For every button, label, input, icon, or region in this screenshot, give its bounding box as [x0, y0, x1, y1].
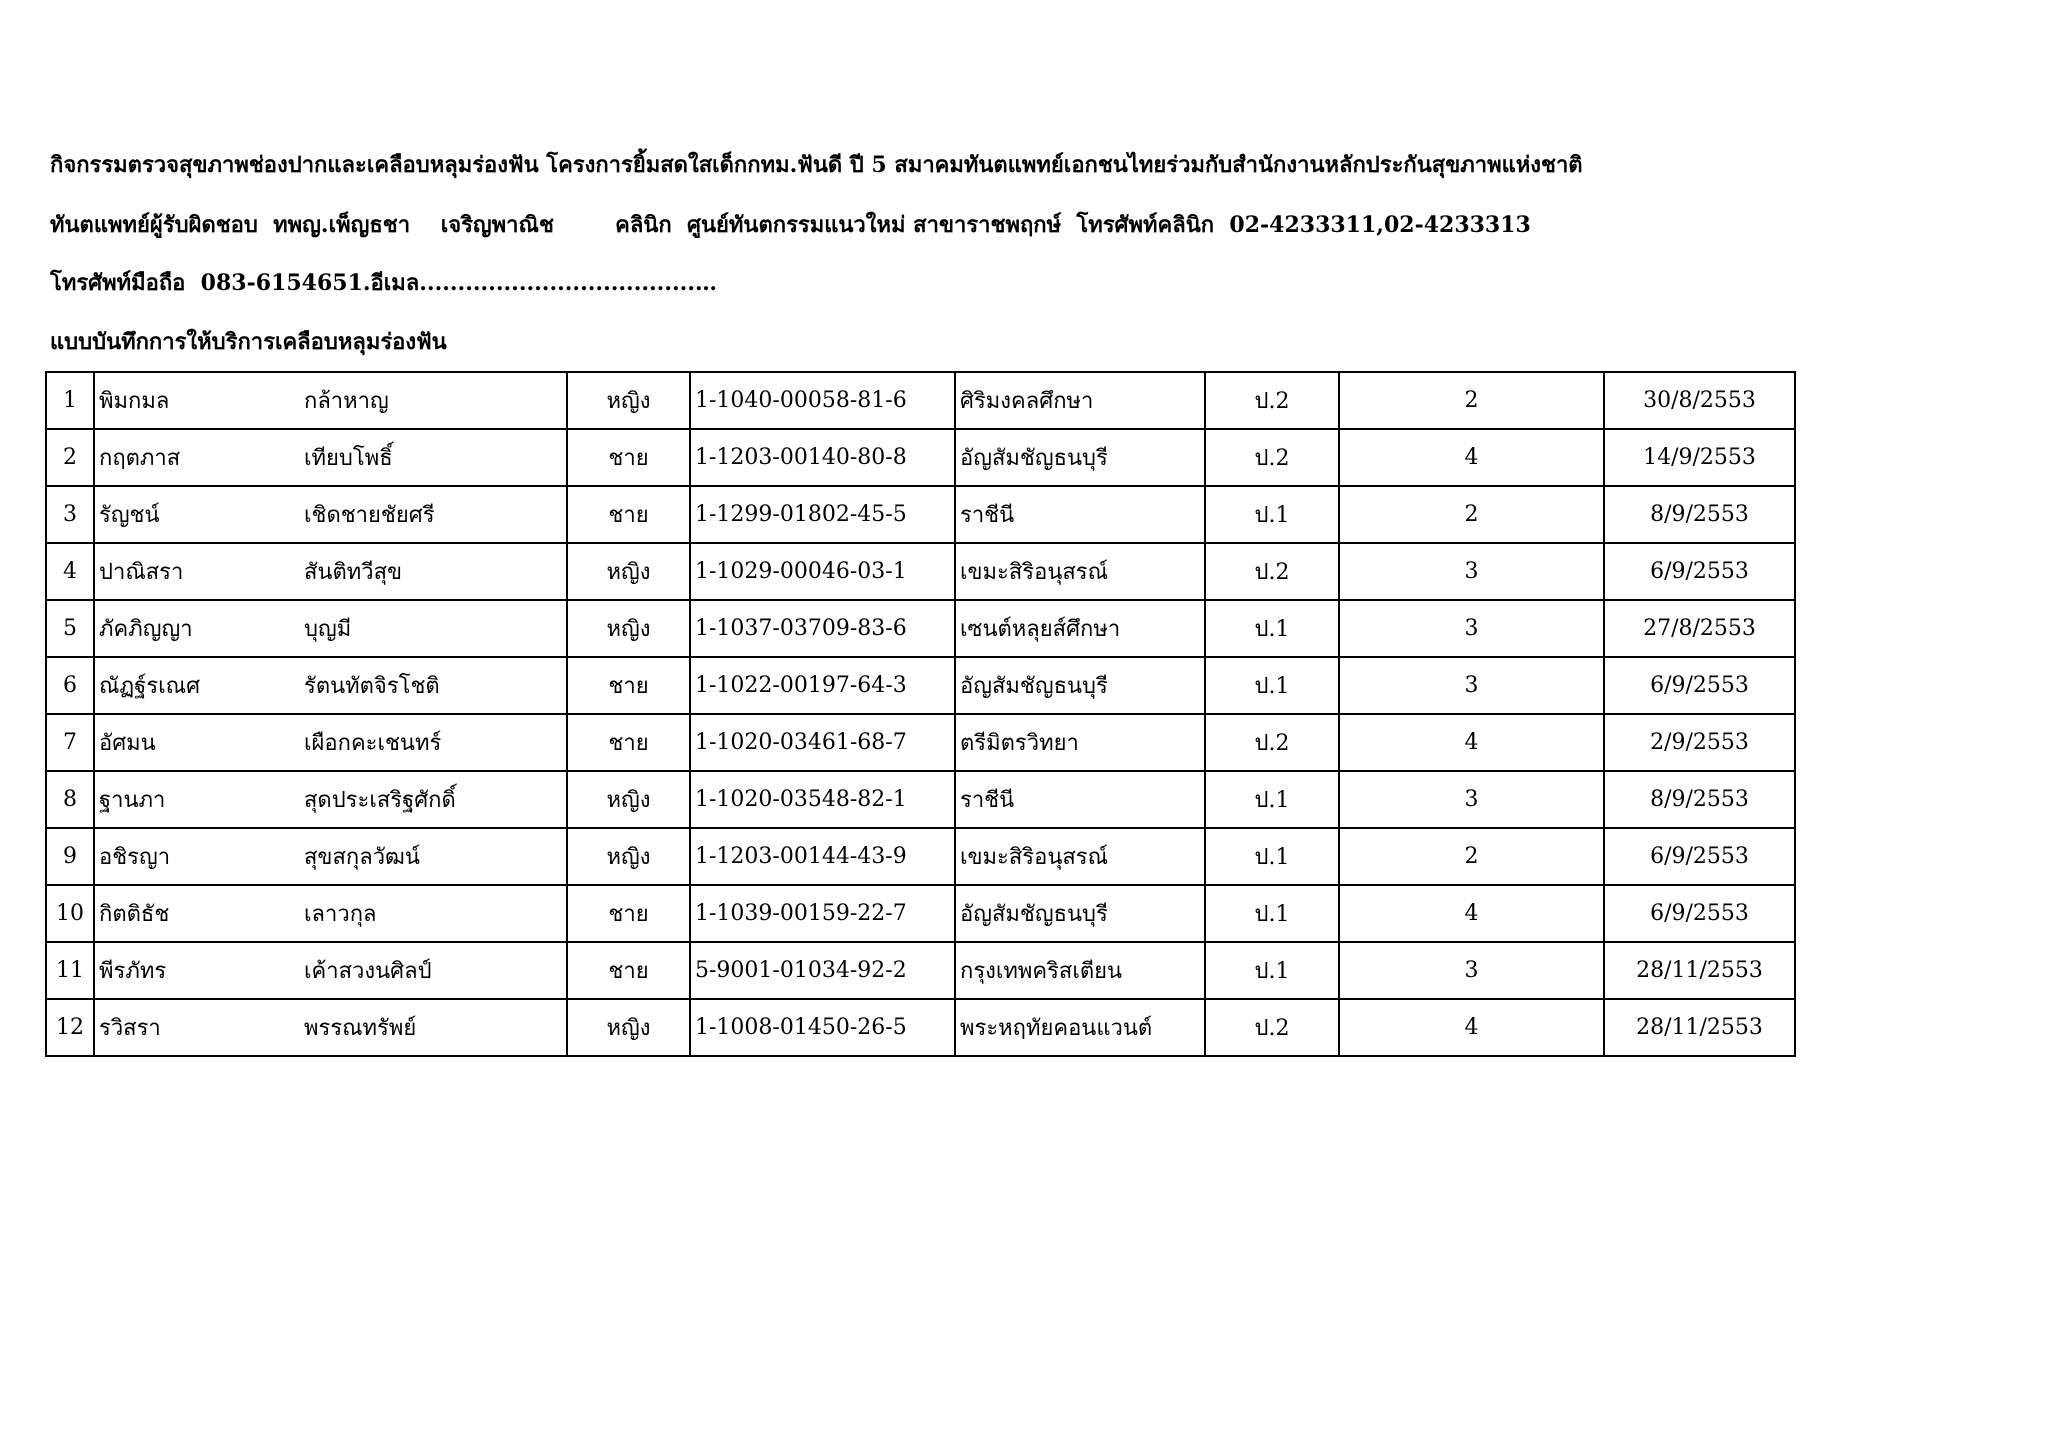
service-date-cell: 28/11/2553	[1604, 942, 1795, 999]
teeth-count-cell: 3	[1339, 771, 1604, 828]
grade-cell: ป.2	[1205, 429, 1339, 486]
student-name-cell	[94, 828, 567, 885]
last-name: สุขสกุลวัฒน์	[304, 845, 420, 870]
grade-cell: ป.1	[1205, 600, 1339, 657]
first-name: ปาณิสรา	[99, 560, 184, 585]
teeth-count-cell: 3	[1339, 657, 1604, 714]
last-name: กล้าหาญ	[304, 389, 389, 414]
last-name: เค้าสวงนศิลป์	[304, 959, 432, 984]
student-name-cell	[94, 543, 567, 600]
school-cell: ราชีนี	[955, 486, 1205, 543]
service-date-cell: 30/8/2553	[1604, 372, 1795, 429]
last-name: เทียบโพธิ์	[304, 446, 393, 471]
teeth-count-cell: 3	[1339, 600, 1604, 657]
grade-cell: ป.1	[1205, 657, 1339, 714]
gender-cell: ชาย	[567, 885, 690, 942]
table-row	[46, 543, 1795, 600]
grade-cell: ป.1	[1205, 885, 1339, 942]
last-name: เชิดชายชัยศรี	[304, 503, 435, 528]
row-number-cell: 4	[46, 543, 94, 600]
student-name-cell	[94, 429, 567, 486]
first-name: พีรภัทร	[99, 959, 167, 984]
last-name: สุดประเสริฐศักดิ์	[304, 788, 456, 813]
service-date-cell: 6/9/2553	[1604, 657, 1795, 714]
grade-cell: ป.2	[1205, 372, 1339, 429]
school-cell: อัญสัมชัญธนบุรี	[955, 885, 1205, 942]
grade-cell: ป.2	[1205, 714, 1339, 771]
student-name-cell	[94, 714, 567, 771]
grade-cell: ป.1	[1205, 828, 1339, 885]
table-row	[46, 714, 1795, 771]
student-name-cell	[94, 372, 567, 429]
table-row	[46, 828, 1795, 885]
teeth-count-cell: 3	[1339, 942, 1604, 999]
service-date-cell: 27/8/2553	[1604, 600, 1795, 657]
service-date-cell: 2/9/2553	[1604, 714, 1795, 771]
gender-cell: ชาย	[567, 429, 690, 486]
citizen-id-cell: 1-1020-03548-82-1	[690, 771, 955, 828]
student-name-cell	[94, 600, 567, 657]
citizen-id-cell: 1-1029-00046-03-1	[690, 543, 955, 600]
records-body	[46, 372, 1795, 1056]
citizen-id-cell: 1-1299-01802-45-5	[690, 486, 955, 543]
service-date-cell: 8/9/2553	[1604, 486, 1795, 543]
table-row	[46, 372, 1795, 429]
citizen-id-cell: 5-9001-01034-92-2	[690, 942, 955, 999]
student-name-cell	[94, 885, 567, 942]
row-number-cell: 8	[46, 771, 94, 828]
table-row	[46, 999, 1795, 1056]
school-cell: เซนต์หลุยส์ศึกษา	[955, 600, 1205, 657]
gender-cell: หญิง	[567, 600, 690, 657]
school-cell: พระหฤทัยคอนแวนต์	[955, 999, 1205, 1056]
contact-info: โทรศัพท์มือถือ 083-6154651.อีเมล....................................…	[50, 270, 717, 296]
first-name: ณัฏฐ์รเณศ	[99, 674, 201, 699]
last-name: สันติทวีสุข	[304, 560, 403, 585]
last-name: เลาวกุล	[304, 902, 377, 927]
form-title: แบบบันทึกการให้บริการเคลือบหลุมร่องฟัน	[50, 329, 447, 355]
first-name: ฐานภา	[99, 788, 166, 813]
table-row	[46, 885, 1795, 942]
service-date-cell: 14/9/2553	[1604, 429, 1795, 486]
table-row	[46, 657, 1795, 714]
grade-cell: ป.2	[1205, 999, 1339, 1056]
citizen-id-cell: 1-1008-01450-26-5	[690, 999, 955, 1056]
gender-cell: หญิง	[567, 372, 690, 429]
table-row	[46, 600, 1795, 657]
table-row	[46, 429, 1795, 486]
teeth-count-cell: 4	[1339, 429, 1604, 486]
school-cell: เขมะสิริอนุสรณ์	[955, 828, 1205, 885]
grade-cell: ป.2	[1205, 543, 1339, 600]
sealant-records-table	[45, 371, 1796, 1057]
row-number-cell: 10	[46, 885, 94, 942]
first-name: กิตติธัช	[99, 902, 170, 927]
gender-cell: ชาย	[567, 942, 690, 999]
last-name: รัตนทัตจิรโชติ	[304, 674, 440, 699]
teeth-count-cell: 4	[1339, 885, 1604, 942]
service-date-cell: 28/11/2553	[1604, 999, 1795, 1056]
gender-cell: หญิง	[567, 771, 690, 828]
school-cell: ตรีมิตรวิทยา	[955, 714, 1205, 771]
row-number-cell: 12	[46, 999, 94, 1056]
service-date-cell: 6/9/2553	[1604, 885, 1795, 942]
row-number-cell: 1	[46, 372, 94, 429]
service-date-cell: 6/9/2553	[1604, 828, 1795, 885]
grade-cell: ป.1	[1205, 771, 1339, 828]
row-number-cell: 11	[46, 942, 94, 999]
student-name-cell	[94, 999, 567, 1056]
table-row	[46, 486, 1795, 543]
row-number-cell: 7	[46, 714, 94, 771]
citizen-id-cell: 1-1020-03461-68-7	[690, 714, 955, 771]
last-name: บุญมี	[304, 617, 352, 642]
gender-cell: ชาย	[567, 657, 690, 714]
dentist-clinic-info: ทันตแพทย์ผู้รับผิดชอบ ทพญ.เพ็ญธชา เจริญพาณิช คลินิก ศูนย์ทันตกรรมแนวใหม่ สาขาราชพฤกษ์ โทรศัพท์คลินิก 02-4233311,02-4233313	[50, 212, 1531, 238]
grade-cell: ป.1	[1205, 942, 1339, 999]
last-name: พรรณทรัพย์	[304, 1016, 417, 1041]
school-cell: อัญสัมชัญธนบุรี	[955, 429, 1205, 486]
service-date-cell: 8/9/2553	[1604, 771, 1795, 828]
activity-title: กิจกรรมตรวจสุขภาพช่องปากและเคลือบหลุมร่องฟัน โครงการยิ้มสดใสเด็กกทม.ฟันดี ปี 5 สมาคมทันตแพทย์เอกชนไทยร่วมกับสำนักงานหลักประกันสุขภาพแห่งชาติ	[50, 152, 1583, 178]
grade-cell: ป.1	[1205, 486, 1339, 543]
row-number-cell: 2	[46, 429, 94, 486]
last-name: เผือกคะเชนทร์	[304, 731, 442, 756]
citizen-id-cell: 1-1039-00159-22-7	[690, 885, 955, 942]
citizen-id-cell: 1-1037-03709-83-6	[690, 600, 955, 657]
teeth-count-cell: 2	[1339, 486, 1604, 543]
citizen-id-cell: 1-1040-00058-81-6	[690, 372, 955, 429]
teeth-count-cell: 3	[1339, 543, 1604, 600]
table-row	[46, 942, 1795, 999]
student-name-cell	[94, 486, 567, 543]
teeth-count-cell: 4	[1339, 714, 1604, 771]
school-cell: ราชีนี	[955, 771, 1205, 828]
gender-cell: หญิง	[567, 999, 690, 1056]
school-cell: กรุงเทพคริสเตียน	[955, 942, 1205, 999]
first-name: อัศมน	[99, 731, 156, 756]
teeth-count-cell: 4	[1339, 999, 1604, 1056]
row-number-cell: 6	[46, 657, 94, 714]
first-name: กฤตภาส	[99, 446, 181, 471]
row-number-cell: 5	[46, 600, 94, 657]
student-name-cell	[94, 942, 567, 999]
school-cell: เขมะสิริอนุสรณ์	[955, 543, 1205, 600]
table-row	[46, 771, 1795, 828]
citizen-id-cell: 1-1203-00144-43-9	[690, 828, 955, 885]
gender-cell: หญิง	[567, 828, 690, 885]
first-name: อชิรญา	[99, 845, 171, 870]
gender-cell: ชาย	[567, 486, 690, 543]
row-number-cell: 3	[46, 486, 94, 543]
row-number-cell: 9	[46, 828, 94, 885]
service-date-cell: 6/9/2553	[1604, 543, 1795, 600]
teeth-count-cell: 2	[1339, 828, 1604, 885]
citizen-id-cell: 1-1022-00197-64-3	[690, 657, 955, 714]
gender-cell: ชาย	[567, 714, 690, 771]
first-name: พิมกมล	[99, 389, 170, 414]
teeth-count-cell: 2	[1339, 372, 1604, 429]
first-name: รัญชน์	[99, 503, 160, 528]
first-name: รวิสรา	[99, 1016, 161, 1041]
first-name: ภัคภิญญา	[99, 617, 193, 642]
gender-cell: หญิง	[567, 543, 690, 600]
student-name-cell	[94, 771, 567, 828]
school-cell: ศิริมงคลศึกษา	[955, 372, 1205, 429]
student-name-cell	[94, 657, 567, 714]
school-cell: อัญสัมชัญธนบุรี	[955, 657, 1205, 714]
citizen-id-cell: 1-1203-00140-80-8	[690, 429, 955, 486]
